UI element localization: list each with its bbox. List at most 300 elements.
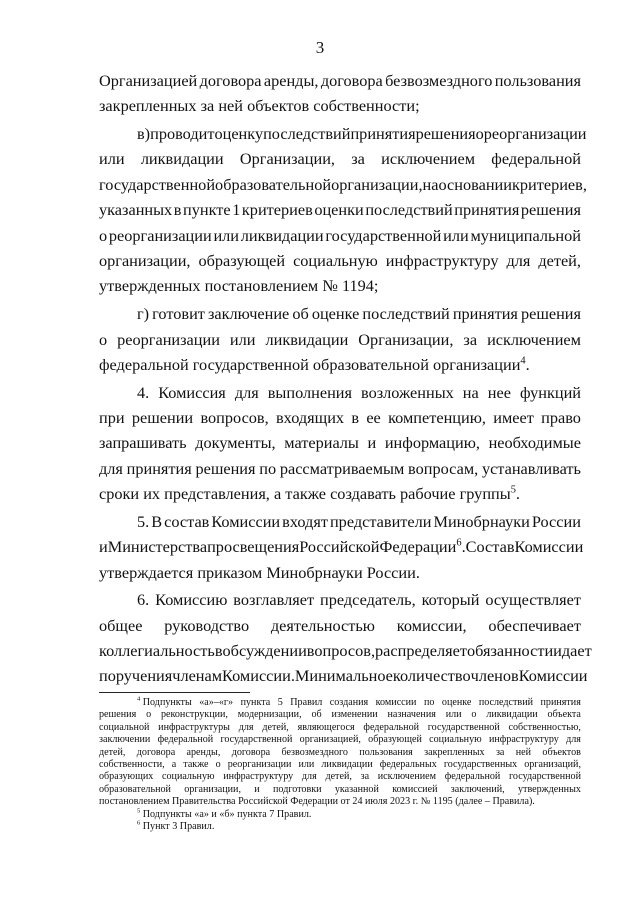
word: общее — [99, 615, 143, 635]
word: образующих — [99, 771, 154, 783]
word: вопросов, — [200, 407, 269, 427]
word: федеральной — [444, 771, 501, 783]
word: о — [99, 329, 108, 349]
word: Правил. — [276, 808, 312, 820]
word: организации$^4$. — [433, 354, 530, 374]
word: вопросов, — [306, 641, 376, 661]
word: пункта — [237, 808, 267, 820]
word: федеральной — [99, 354, 189, 374]
word: 7 — [269, 808, 275, 820]
word: государственных — [443, 758, 518, 770]
word: г) — [137, 304, 150, 324]
word: и — [367, 433, 377, 453]
word: назначения — [387, 709, 436, 721]
footnote-reference[interactable]: 4 — [520, 355, 526, 367]
word: Правил — [290, 697, 323, 708]
word: Правила). — [492, 796, 535, 808]
word: входящих — [276, 407, 345, 427]
word: и — [254, 783, 260, 795]
word: Комиссия — [158, 382, 226, 402]
word: членам — [172, 666, 223, 686]
word: за — [200, 96, 215, 116]
footnote-line — [99, 796, 581, 808]
word: федеральных — [379, 758, 437, 770]
word: состав — [164, 511, 210, 531]
word: реорганизации — [483, 124, 587, 144]
text-line — [99, 248, 581, 273]
word: комиссии, — [396, 615, 467, 635]
word: решения — [415, 124, 476, 144]
word: для — [234, 382, 259, 402]
word: объектов — [542, 746, 581, 758]
word: право — [541, 407, 581, 427]
word: социальную — [293, 251, 378, 271]
word: детей, — [262, 721, 289, 733]
word: обязанности — [466, 641, 554, 661]
word: Комиссии. — [222, 666, 295, 686]
word: распределяет — [375, 641, 467, 661]
word: Федерации — [290, 796, 339, 808]
word: обеспечивает — [488, 615, 581, 635]
word: $^5$ Подпункты — [137, 807, 192, 820]
word: за — [360, 771, 370, 783]
text-line — [99, 509, 581, 534]
word: образовательной — [99, 783, 171, 795]
word: постановлением — [204, 276, 319, 296]
text-line — [99, 273, 581, 298]
word: 1195 — [432, 796, 453, 808]
word: инфраструктуры — [158, 721, 230, 733]
word: – — [484, 796, 490, 808]
word: оценке — [441, 697, 472, 708]
word: договора — [320, 71, 383, 90]
word: г. — [412, 796, 419, 808]
word: оценке — [311, 304, 360, 324]
text-line — [99, 301, 581, 326]
word: ней — [515, 746, 532, 758]
word: (далее — [455, 796, 483, 808]
text-line — [99, 587, 581, 612]
word: государственной — [509, 771, 581, 783]
word: организации, — [331, 174, 423, 194]
word: Правил. — [179, 820, 215, 832]
word: Федерации$^6$. — [379, 537, 466, 557]
word: а — [171, 758, 177, 770]
text-line — [99, 223, 581, 248]
word: сроки — [99, 484, 140, 504]
word: последствий — [263, 124, 351, 144]
word: государственной — [99, 174, 216, 194]
word: об — [292, 304, 309, 324]
word: в) — [137, 124, 151, 144]
word: готовит — [152, 304, 205, 324]
word: 2023 — [389, 796, 411, 808]
word: представления, — [164, 484, 270, 504]
word: пункта — [240, 697, 271, 708]
word: поручения — [99, 666, 173, 686]
footnote-line — [99, 722, 581, 734]
footnote-line — [99, 821, 581, 833]
word: или — [443, 225, 469, 245]
word: обсуждении — [222, 641, 307, 661]
word: собственности; — [313, 96, 420, 116]
footnote-line — [99, 784, 581, 796]
word: принятия — [454, 200, 520, 220]
word: для — [506, 251, 531, 271]
footnote-line — [99, 709, 581, 721]
word: принятия — [540, 697, 581, 708]
word: комиссией — [392, 783, 438, 795]
word: о — [475, 124, 484, 144]
word: аренды, — [263, 71, 319, 90]
word: Состав — [465, 537, 515, 557]
word: возложенных — [361, 382, 454, 402]
word: о — [471, 709, 477, 721]
word: нее — [487, 382, 511, 402]
word: в — [351, 407, 360, 427]
word: пользования — [359, 746, 413, 758]
word: ней — [218, 96, 243, 116]
word: за — [463, 329, 478, 349]
word: коллегиальность — [99, 641, 215, 661]
word: при — [99, 407, 125, 427]
word: образующей — [368, 734, 422, 746]
text-line — [99, 68, 581, 93]
word: Минобрнауки — [433, 511, 530, 531]
word: реорганизации — [108, 225, 212, 245]
text-line — [99, 352, 581, 377]
word: муниципальной — [470, 225, 581, 245]
word: № — [420, 796, 431, 808]
word: решения — [99, 709, 137, 721]
word: выполнения — [267, 382, 352, 402]
word: 1 — [232, 200, 241, 220]
word: «б» — [219, 808, 235, 820]
word: реорганизации — [227, 758, 292, 770]
word: их — [143, 484, 161, 504]
word: запрашивать — [99, 433, 187, 453]
word: о — [99, 225, 108, 245]
main-text — [99, 68, 592, 689]
word: также — [285, 484, 326, 504]
page-number: 3 — [315, 38, 325, 57]
word: критериев, — [511, 174, 587, 194]
word: для — [99, 458, 123, 478]
word: закрепленных — [99, 96, 197, 116]
word: информацию, — [384, 433, 480, 453]
footnote-line — [99, 747, 581, 759]
text-line — [99, 613, 581, 638]
word: за — [351, 149, 365, 169]
word: ликвидации — [140, 149, 224, 169]
word: или — [298, 758, 315, 770]
word: постановлением — [99, 796, 170, 808]
footnote-reference[interactable]: 6 — [456, 537, 462, 549]
word: государственной — [192, 354, 309, 374]
footnote-line — [99, 697, 581, 709]
word: $^6$ Пункт — [137, 819, 170, 832]
word: за — [495, 746, 505, 758]
word: модернизации, — [237, 709, 302, 721]
word: оценку — [214, 124, 264, 144]
word: Организации, — [239, 149, 335, 169]
text-line — [99, 197, 581, 222]
word: 5 — [277, 697, 283, 708]
word: В — [151, 511, 163, 531]
word: организаций, — [524, 758, 581, 770]
word: объектов — [247, 96, 310, 116]
word: руководство — [164, 615, 250, 635]
word: детей, — [325, 771, 352, 783]
word: 4. — [137, 382, 150, 402]
word: рассматриваемым — [279, 458, 405, 478]
word: Организацией — [99, 71, 198, 90]
word: инфраструктуру — [385, 251, 499, 271]
word: пункте — [183, 200, 231, 220]
word: № — [322, 276, 338, 296]
word: договора — [199, 71, 262, 90]
word: группы$^5$. — [459, 484, 520, 504]
word: от — [340, 796, 350, 808]
word: создания — [329, 697, 369, 708]
word: в — [173, 200, 182, 220]
text-line — [99, 172, 587, 197]
footnote-line — [99, 759, 581, 771]
word: заключении — [99, 734, 151, 746]
word: собственности, — [99, 758, 165, 770]
word: детей, — [538, 251, 581, 271]
word: «а»–«г» — [199, 697, 234, 708]
word: образовательной — [215, 174, 332, 194]
footnote-line — [99, 771, 581, 783]
text-line — [99, 327, 581, 352]
word: образующей — [198, 251, 286, 271]
word: на — [422, 174, 439, 194]
word: ликвидации — [321, 758, 373, 770]
word: и — [99, 537, 108, 557]
word: Российской — [238, 796, 288, 808]
word: принятия — [126, 458, 192, 478]
word: 1194; — [341, 276, 379, 296]
word: или — [229, 329, 256, 349]
word: а — [273, 484, 282, 504]
word: критериев — [241, 200, 313, 220]
word: Комиссии — [518, 666, 588, 686]
word: для — [238, 721, 254, 733]
word: решении — [131, 407, 194, 427]
word: для — [301, 771, 317, 783]
word: представители — [329, 511, 432, 531]
text-line — [99, 534, 584, 559]
word: заключение — [207, 304, 290, 324]
word: дает — [561, 641, 592, 661]
word: исключением — [381, 149, 476, 169]
word: ликвидации — [265, 329, 349, 349]
word: комиссии — [375, 697, 417, 708]
word: компетенцию, — [388, 407, 486, 427]
word: принятия — [350, 124, 416, 144]
word: документы, — [195, 433, 276, 453]
word: договора — [136, 746, 176, 758]
word: собственностью, — [508, 721, 581, 733]
footnote-reference[interactable]: 5 — [510, 484, 516, 496]
word: социальной — [99, 721, 150, 733]
word: исключением — [487, 329, 581, 349]
word: ликвидации — [240, 225, 324, 245]
word: инфраструктуру — [223, 771, 294, 783]
footnote-line — [99, 809, 581, 821]
text-line — [99, 456, 581, 481]
word: России. — [366, 562, 420, 582]
word: государственной — [427, 721, 500, 733]
word: федеральной — [363, 721, 420, 733]
word: государственной — [220, 734, 293, 746]
word: и — [211, 808, 217, 820]
word: являющегося — [297, 721, 355, 733]
footnote-marker: 5 — [137, 807, 141, 815]
word: Российской — [299, 537, 380, 557]
word: указанных — [99, 200, 173, 220]
word: последствий — [478, 697, 534, 708]
word: организации, — [99, 251, 191, 271]
word: образовательной — [312, 354, 429, 374]
word: осуществляет — [485, 590, 581, 610]
text-line — [99, 380, 581, 405]
word: просвещения — [207, 537, 300, 557]
text-line — [99, 560, 581, 585]
word: который — [421, 590, 480, 610]
word: об — [311, 709, 322, 721]
word: или — [445, 709, 462, 721]
word: федеральной — [157, 734, 214, 746]
word: Организации, — [358, 329, 454, 349]
word: утверждается — [99, 562, 194, 582]
word: организацией, — [299, 734, 361, 746]
word: по — [423, 697, 435, 708]
text-line — [99, 638, 592, 663]
word: социальную — [162, 771, 215, 783]
word: 3 — [172, 820, 178, 832]
word: реконструкции, — [160, 709, 228, 721]
word: необходимые — [488, 433, 581, 453]
word: для — [566, 734, 581, 746]
word: приказом — [197, 562, 263, 582]
word: также — [183, 758, 209, 770]
word: по — [259, 458, 277, 478]
word: или — [99, 149, 125, 169]
word: в — [214, 641, 223, 661]
word: организации, — [184, 783, 241, 795]
footnote-marker: 4 — [137, 695, 141, 703]
word: имеет — [493, 407, 534, 427]
word: закрепленных — [424, 746, 485, 758]
word: указанной — [334, 783, 379, 795]
word: Минобрнауки — [266, 562, 363, 582]
word: устанавливать — [481, 458, 581, 478]
word: безвозмездного — [281, 746, 348, 758]
word: изменении — [331, 709, 378, 721]
word: Комиссию — [155, 590, 228, 610]
word: «а» — [194, 808, 209, 820]
word: ликвидации — [486, 709, 538, 721]
word: количество — [392, 666, 471, 686]
word: ее — [366, 407, 381, 427]
word: деятельностью — [270, 615, 375, 635]
text-line — [99, 481, 581, 506]
word: 5. — [137, 511, 150, 531]
word: принятия — [452, 304, 518, 324]
word: аренды, — [186, 746, 221, 758]
word: решения — [195, 458, 256, 478]
word: $^4$ Подпункты — [137, 695, 192, 708]
word: Правительства — [172, 796, 236, 808]
word: 6. — [137, 590, 150, 610]
word: основании — [438, 174, 512, 194]
word: о — [215, 758, 221, 770]
word: рабочие — [400, 484, 456, 504]
word: Минимальное — [294, 666, 393, 686]
word: возглавляет — [233, 590, 315, 610]
word: Министерства — [107, 537, 208, 557]
word: входят — [282, 511, 328, 531]
word: федеральной — [491, 149, 581, 169]
word: безвозмездного — [385, 71, 493, 90]
word: функций — [519, 382, 581, 402]
text-line — [99, 405, 581, 430]
word: и — [553, 641, 562, 661]
word: реорганизации — [117, 329, 220, 349]
footnotes — [99, 697, 581, 833]
word: детей, — [99, 746, 126, 758]
word: материалы — [284, 433, 359, 453]
text-line — [99, 93, 581, 118]
word: исключением — [377, 771, 436, 783]
footnote-line — [99, 734, 581, 746]
word: утвержденных — [99, 276, 201, 296]
word: 24 — [352, 796, 363, 808]
word: социальную — [429, 734, 482, 746]
footnote-marker: 6 — [137, 819, 141, 827]
word: Комиссии — [514, 537, 584, 557]
word: договора — [231, 746, 271, 758]
word: государственной — [325, 225, 442, 245]
word: подготовки — [273, 783, 322, 795]
text-line — [99, 146, 581, 171]
word: председатель, — [320, 590, 416, 610]
word: утвержденных — [517, 783, 581, 795]
word: России — [531, 511, 581, 531]
word: последствий — [362, 304, 450, 324]
word: пользования — [494, 71, 581, 90]
word: проводит — [150, 124, 215, 144]
word: решения — [520, 200, 581, 220]
word: вопросам, — [408, 458, 479, 478]
word: Комиссии — [211, 511, 281, 531]
word: или — [213, 225, 240, 245]
word: последствий — [365, 200, 453, 220]
word: о — [146, 709, 152, 721]
word: июля — [365, 796, 388, 808]
word: членов — [470, 666, 519, 686]
word: объекта — [547, 709, 581, 721]
word: оценки — [314, 200, 364, 220]
footnote-separator — [99, 692, 250, 693]
word: инфраструктуру — [488, 734, 559, 746]
text-line — [99, 663, 588, 688]
word: создавать — [330, 484, 396, 504]
word: на — [462, 382, 479, 402]
word: заключений, — [450, 783, 505, 795]
